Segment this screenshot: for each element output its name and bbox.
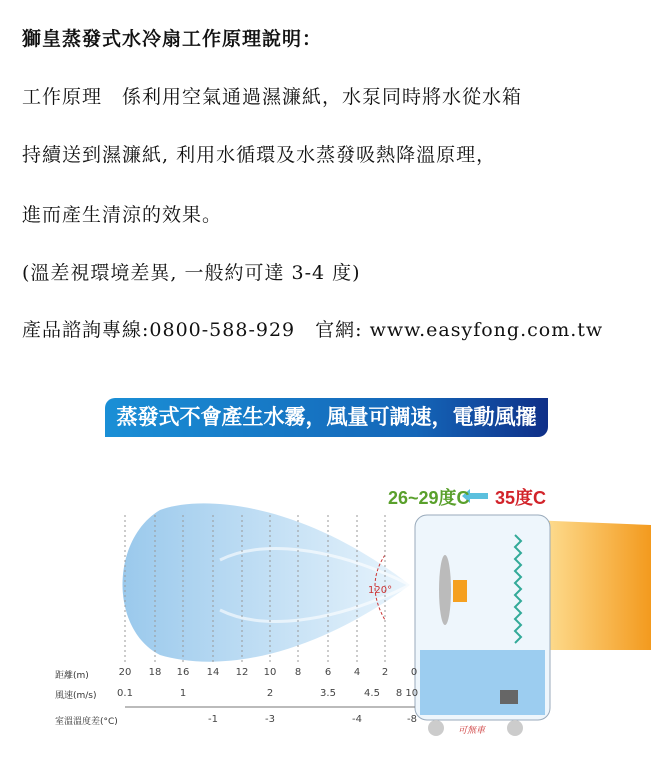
distance-tick: 14 [206, 667, 220, 678]
speed-label: 風速(m/s) [55, 691, 97, 701]
speed-value: 4.5 [364, 688, 380, 699]
temp-diff-value: -3 [265, 714, 275, 725]
temp-diff-label: 室溫溫度差(°C) [55, 717, 118, 727]
distance-label: 距離(m) [55, 671, 89, 681]
swing-angle: 120° [368, 585, 393, 596]
feature-banner: 蒸發式不會產生水霧，風量可調速，電動風擺 [105, 398, 548, 437]
text-line-4: (溫差視環境差異, 一般約可達 3-4 度) [22, 262, 361, 284]
distance-tick: 18 [148, 667, 162, 678]
temp-diff-value: -8 [407, 714, 417, 725]
distance-tick: 4 [353, 667, 361, 678]
speed-value: 0.1 [117, 688, 133, 699]
distance-tick: 0 [410, 667, 418, 678]
distance-tick: 8 [294, 667, 302, 678]
ambient-temperature: 35度C [495, 488, 547, 508]
document-title: 獅皇蒸發式水冷扇工作原理說明： [22, 28, 323, 50]
temp-diff-value: -4 [352, 714, 362, 725]
distance-tick: 20 [118, 667, 132, 678]
text-line-2: 持續送到濕濂紙, 利用水循環及水蒸發吸熱降溫原理， [22, 144, 497, 166]
distance-tick: 10 [263, 667, 277, 678]
distance-tick: 6 [324, 667, 332, 678]
speed-value: 3.5 [320, 688, 336, 699]
distance-tick: 16 [176, 667, 190, 678]
cooled-temperature: 26~29度C [388, 488, 470, 508]
distance-tick: 2 [381, 667, 389, 678]
text-line-1: 工作原理 係利用空氣通過濕濂紙，水泵同時將水從水箱 [22, 86, 523, 108]
speed-value: 1 [179, 688, 187, 699]
distance-tick: 12 [235, 667, 249, 678]
contact-line: 產品諮詢專線:0800-588-929 官網: www.easyfong.com.tw [22, 319, 604, 341]
speed-value: 8 10 [395, 688, 419, 699]
speed-value: 2 [266, 688, 274, 699]
text-line-3: 進而產生清涼的效果。 [22, 204, 223, 226]
temp-diff-value: -1 [208, 714, 218, 725]
airflow-cone [123, 503, 411, 661]
wheels-label: 可無車 [458, 726, 486, 736]
